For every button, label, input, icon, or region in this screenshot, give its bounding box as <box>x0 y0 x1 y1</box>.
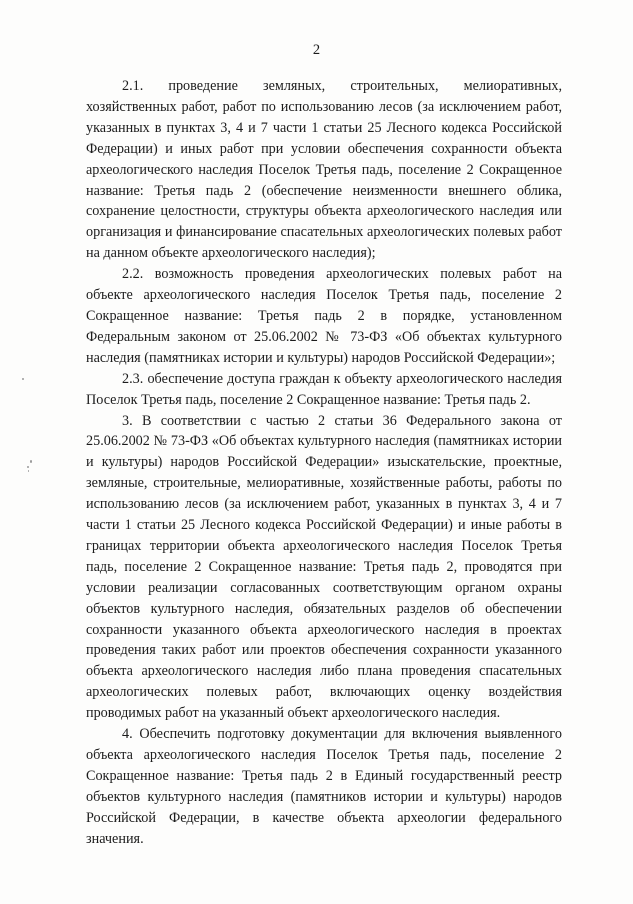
paragraph-2-2: 2.2. возможность проведения археологических полевых работ на объекте археологического наследия Поселок Третья падь, поселение 2 Сокращенное название: Третья падь 2 в порядке, установленном Федеральным законом от 25.06.2002 № 73-ФЗ «Об объектах культурного наследия (памятниках истории и культуры) народов Российской Федерации»; <box>86 266 562 366</box>
document-body <box>86 76 562 850</box>
paragraph-2-1: 2.1. проведение земляных, строительных, мелиоративных, хозяйственных работ, работ по использованию лесов (за исключением работ, указанных в пунктах 3, 4 и 7 части 1 статьи 25 Лесного кодекса Российской Федерации) и иных работ при условии обеспечения сохранности объекта археологического наследия Поселок Третья падь, поселение 2 Сокращенное название: Третья падь 2 (обеспечение неизменности внешнего облика, сохранение целостности, структуры объекта археологического наследия или организация и финансирование спасательных археологических полевых работ на данном объекте археологического наследия); <box>86 78 562 262</box>
paragraph-3: 3. В соответствии с частью 2 статьи 36 Федерального закона от 25.06.2002 № 73-ФЗ «Об объектах культурного наследия (памятниках истории и культуры) народов Российской Федерации» изыскательские, проектные, земляные, строительные, мелиоративные, хозяйственные работы, работы по использованию лесов (за исключением работ, указанных в пунктах 3, 4 и 7 части 1 статьи 25 Лесного кодекса Российской Федерации) и иные работы в границах территории объекта археологического наследия Поселок Третья падь, поселение 2 Сокращенное название: Третья падь 2, проводятся при условии реализации согласованных соответствующим органом охраны объектов культурного наследия, обязательных разделов об обеспечении сохранности указанного объекта археологического наследия в проектах проведения таких работ или проектов обеспечения сохранности указанного объекта археологического наследия либо плана проведения спасательных археологических полевых работ, включающих оценку воздействия проводимых работ на указанный объект археологического наследия. <box>86 412 562 722</box>
scan-speck <box>28 470 29 472</box>
paragraph-4: 4. Обеспечить подготовку документации для включения выявленного объекта археологического наследия Поселок Третья падь, поселение 2 Сокращенное название: Третья падь 2 в Единый государственный реестр объектов культурного наследия (памятников истории и культуры) народов Российской Федерации, в качестве объекта археологии федерального значения. <box>86 726 562 847</box>
scan-speck <box>30 460 32 463</box>
page-number: 2 <box>312 42 321 58</box>
scan-speck <box>27 466 29 468</box>
paragraph-2-3: 2.3. обеспечение доступа граждан к объекту археологического наследия Поселок Третья падь, поселение 2 Сокращенное название: Третья падь 2. <box>86 370 562 408</box>
scan-speck <box>22 378 24 380</box>
